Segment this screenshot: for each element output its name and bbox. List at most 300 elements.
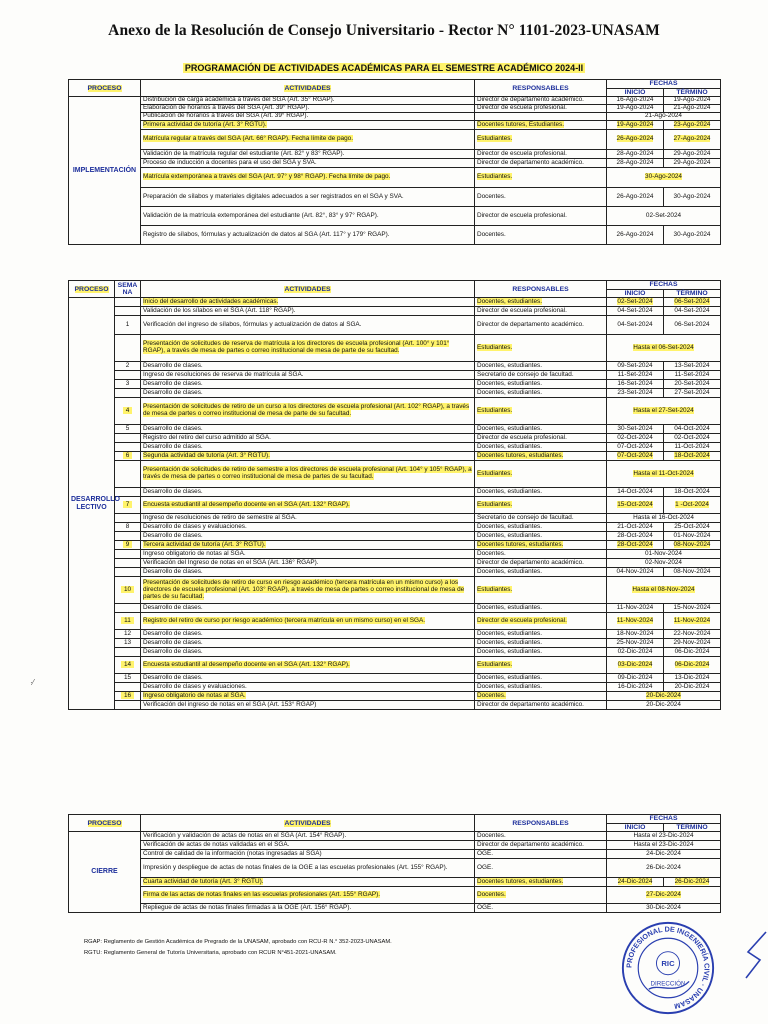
activity-cell: [141, 335, 475, 362]
activity-text: Desarrollo de clases.: [143, 638, 203, 646]
header-proceso: [69, 815, 141, 832]
header-proceso: [69, 80, 141, 97]
table-row: [69, 577, 721, 604]
activity-text: Registro del retiro del curso admitido al SGA.: [143, 433, 271, 441]
date-start: [607, 130, 664, 150]
activity-cell: [141, 461, 475, 488]
activity-cell: [141, 443, 475, 452]
semana-cell: [115, 443, 141, 452]
activity-text: Desarrollo de clases.: [143, 603, 203, 611]
date-end: [664, 878, 721, 887]
responsible-cell: [475, 568, 607, 577]
activity-text: Tercera actividad de tutoría (Art. 3° RGTU).: [143, 540, 266, 548]
desarrollo-proceso-cell: [69, 298, 120, 710]
activity-text: Desarrollo de clases.: [143, 379, 203, 387]
responsible-cell: [475, 523, 607, 532]
activity-text: Desarrollo de clases.: [143, 647, 203, 655]
semana-number: 3: [125, 379, 130, 387]
responsible-text: Docentes.: [477, 890, 506, 898]
date-end: [664, 541, 721, 550]
table-row: [69, 604, 721, 613]
table-row: [69, 159, 721, 168]
responsible-text: OGE.: [477, 863, 493, 871]
date-end: [664, 434, 721, 443]
date-start-value: 09-Set-2024: [617, 361, 653, 369]
desarrollo-proceso-label: DESARROLLO LECTIVO: [71, 495, 120, 511]
semana-cell: [115, 577, 141, 604]
date-range: [607, 113, 721, 121]
date-range: [607, 841, 721, 850]
responsible-text: Docentes, estudiantes.: [477, 603, 543, 611]
activity-text: Elaboración de horarios a través del SGA (Art. 39° RGAP).: [143, 104, 310, 112]
date-start: [607, 523, 664, 532]
responsible-text: OGE.: [477, 849, 493, 857]
responsible-cell: [475, 168, 607, 188]
table-row: [69, 648, 721, 657]
date-end: [664, 188, 721, 207]
activity-text: Desarrollo de clases y evaluaciones.: [143, 522, 247, 530]
responsible-text: Director de departamento académico.: [477, 700, 584, 708]
table-row: [69, 398, 721, 425]
table-row: [69, 559, 721, 568]
semana-number: 1: [125, 320, 130, 328]
table-row: [69, 461, 721, 488]
date-start-value: 02-Set-2024: [617, 297, 653, 305]
implementacion-proceso-label: IMPLEMENTACIÓN: [72, 166, 137, 174]
date-start: [607, 657, 664, 674]
table-row: [69, 639, 721, 648]
date-start-value: 04-Set-2024: [617, 306, 653, 314]
responsible-text: Docentes, estudiantes.: [477, 673, 543, 681]
date-start: [607, 188, 664, 207]
responsible-text: Docentes, estudiantes.: [477, 629, 543, 637]
responsible-text: Docentes.: [477, 691, 506, 699]
date-start: [607, 150, 664, 159]
date-single: Hasta el 06-Set-2024: [633, 343, 694, 351]
activity-cell: [141, 692, 475, 701]
activity-text: Desarrollo de clases.: [143, 388, 203, 396]
responsible-text: Director de escuela profesional.: [477, 104, 567, 112]
date-end-value: 15-Nov-2024: [673, 603, 711, 611]
date-end-value: 30-Ago-2024: [673, 230, 711, 238]
date-end: [664, 497, 721, 514]
semana-cell: [115, 648, 141, 657]
responsible-text: Docentes, estudiantes.: [477, 682, 543, 690]
date-start: [607, 316, 664, 335]
date-range: [607, 692, 721, 701]
date-end-value: 08-Nov-2024: [673, 567, 711, 575]
activity-cell: [141, 701, 475, 710]
responsible-text: Docentes, estudiantes.: [477, 647, 543, 655]
semana-number: 11: [121, 617, 134, 624]
activity-text: Encuesta estudiantil al desempeño docente en el SGA (Art. 132° RGAP).: [143, 500, 350, 508]
header-proceso-label: PROCESO: [87, 819, 122, 827]
table-row: [69, 887, 721, 904]
date-single: 27-Dic-2024: [646, 890, 681, 898]
table-row: [69, 425, 721, 434]
date-start: [607, 532, 664, 541]
table-row: [69, 443, 721, 452]
responsible-cell: [475, 425, 607, 434]
activity-cell: [141, 604, 475, 613]
semana-cell: [115, 657, 141, 674]
date-single: 30-Dic-2024: [646, 903, 681, 911]
date-start-value: 28-Ago-2024: [616, 158, 654, 166]
table-row: [69, 362, 721, 371]
table-row: [69, 692, 721, 701]
responsible-cell: [475, 488, 607, 497]
date-end-value: 22-Nov-2024: [673, 629, 711, 637]
responsible-cell: [475, 434, 607, 443]
date-start-value: 07-Oct-2024: [617, 451, 653, 459]
date-end-value: 30-Ago-2024: [673, 192, 711, 200]
date-start: [607, 683, 664, 692]
semana-cell: [115, 389, 141, 398]
date-start-value: 23-Set-2024: [617, 388, 653, 396]
date-start: [607, 362, 664, 371]
activity-cell: [141, 832, 475, 841]
responsible-text: Estudiantes.: [477, 173, 513, 181]
activity-text: Presentación de solicitudes de retiro de curso en riesgo académico (tercera matrícula en un mismo curso) a los directores de escuela profesional (Art. 103° RGAP), a través de mesa de partes o correo institucional de mesa de partes de su facultad.: [143, 578, 465, 600]
date-end-value: 29-Ago-2024: [673, 149, 711, 157]
responsible-text: Estudiantes.: [477, 406, 513, 414]
date-end-value: 29-Ago-2024: [673, 158, 711, 166]
header-proceso: [69, 281, 115, 298]
activity-text: Presentación de solicitudes de retiro de un curso a los directores de escuela profesional (Art. 102° RGAP), a través de mesa de partes o correo institucional de mesa de parte de su facultad.: [143, 403, 470, 418]
header-fechas: FECHAS: [607, 80, 721, 89]
responsible-text: Docentes tutores, estudiantes.: [477, 877, 564, 885]
date-start-value: 15-Oct-2024: [617, 500, 653, 508]
semana-cell: [115, 425, 141, 434]
date-start: [607, 497, 664, 514]
date-range: [607, 461, 721, 488]
activity-cell: [141, 514, 475, 523]
activity-cell: [141, 613, 475, 630]
date-single: 01-Nov-2024: [645, 549, 682, 557]
footnote-rgtu: RGTU: Reglamento General de Tutoría Universitaria, aprobado con RCUR N°451-2021-UNASAM.: [84, 950, 337, 956]
date-start-value: 16-Set-2024: [617, 379, 653, 387]
date-range: [607, 887, 721, 904]
responsible-text: Docentes tutores, estudiantes.: [477, 540, 564, 548]
date-end: [664, 452, 721, 461]
table-row: [69, 630, 721, 639]
date-end-value: 04-Set-2024: [674, 306, 710, 314]
seal-label: DIRECCIÓN: [650, 980, 686, 988]
semana-cell: [115, 380, 141, 389]
semana-cell: [115, 683, 141, 692]
activity-text: Verificación del Ingreso de notas en el SGA (Art. 136° RGAP).: [143, 558, 319, 566]
activity-cell: [141, 577, 475, 604]
date-start-value: 16-Dic-2024: [617, 682, 653, 690]
semana-number: 12: [123, 629, 132, 637]
date-end: [664, 159, 721, 168]
activity-text: Validación de los sílabos en el SGA (Art. 118° RGAP).: [143, 306, 296, 314]
responsible-cell: [475, 630, 607, 639]
activity-cell: [141, 648, 475, 657]
header-proceso-label: PROCESO: [74, 285, 109, 293]
header-actividades: [141, 815, 475, 832]
activity-text: Cuarta actividad de tutoría (Art. 3° RGTU).: [143, 877, 264, 885]
table-row: [69, 850, 721, 859]
date-start-value: 03-Dic-2024: [617, 660, 653, 668]
semana-cell: [115, 434, 141, 443]
date-end: [664, 150, 721, 159]
header-actividades-label: ACTIVIDADES: [284, 819, 331, 827]
date-end-value: 06-Dic-2024: [674, 660, 710, 668]
responsible-text: Docentes tutores, estudiantes.: [477, 451, 564, 459]
date-start-value: 26-Ago-2024: [616, 230, 654, 238]
date-end: [664, 568, 721, 577]
table-row: [69, 380, 721, 389]
header-termino: TÉRMINO: [664, 290, 721, 298]
date-start-value: 19-Ago-2024: [616, 104, 654, 112]
activity-cell: [141, 362, 475, 371]
date-end-value: 29-Nov-2024: [673, 638, 711, 646]
responsible-text: Director de departamento académico.: [477, 558, 584, 566]
activity-text: Desarrollo de clases.: [143, 487, 203, 495]
responsible-text: Estudiantes.: [477, 135, 513, 143]
header-termino: TÉRMINO: [664, 89, 721, 97]
date-start-value: 26-Ago-2024: [616, 192, 654, 200]
responsible-cell: [475, 335, 607, 362]
header-proceso-label: PROCESO: [87, 84, 122, 92]
activity-text: Ingreso de resoluciones de retiro de semestre al SGA.: [143, 513, 297, 521]
responsible-text: Estudiantes.: [477, 500, 513, 508]
footnote-rgap: RGAP: Reglamento de Gestión Académica de Pregrado de la UNASAM, aprobado con RCU-R N.° 352-2023-UNASAM.: [84, 939, 392, 945]
date-single: Hasta el 16-Oct-2024: [633, 513, 694, 521]
table-row: [69, 832, 721, 841]
date-end: [664, 389, 721, 398]
activity-cell: [141, 150, 475, 159]
semana-cell: [115, 541, 141, 550]
table-row: [69, 168, 721, 188]
table-row: [69, 859, 721, 878]
responsible-cell: [475, 532, 607, 541]
activity-cell: [141, 550, 475, 559]
date-single: 26-Dic-2024: [646, 863, 681, 871]
date-start-value: 24-Dic-2024: [617, 877, 653, 885]
activity-cell: [141, 904, 475, 913]
table-row: [69, 113, 721, 121]
semana-cell: [115, 452, 141, 461]
activity-cell: [141, 371, 475, 380]
responsible-text: Director de departamento académico.: [477, 840, 584, 848]
responsible-cell: [475, 559, 607, 568]
document-title: Anexo de la Resolución de Consejo Universitario - Rector N° 1101-2023-UNASAM: [108, 22, 660, 39]
date-start: [607, 488, 664, 497]
activity-text: Distribución de carga académica a través del SGA (Art. 35° RGAP).: [143, 96, 335, 104]
responsible-text: Docentes.: [477, 192, 506, 200]
activity-cell: [141, 488, 475, 497]
date-start: [607, 452, 664, 461]
activity-text: Desarrollo de clases.: [143, 531, 203, 539]
semana-number: 10: [121, 586, 134, 593]
responsible-text: Docentes, estudiantes.: [477, 487, 543, 495]
activity-text: Ingreso obligatorio de notas al SGA.: [143, 691, 246, 699]
header-responsables: RESPONSABLES: [475, 80, 607, 97]
semana-cell: [115, 523, 141, 532]
responsible-text: Docentes, estudiantes.: [477, 638, 543, 646]
activity-cell: [141, 683, 475, 692]
responsible-text: Secretario de consejo de facultad.: [477, 370, 574, 378]
header-responsables: RESPONSABLES: [475, 815, 607, 832]
responsible-text: Estudiantes.: [477, 660, 513, 668]
table-row: [69, 497, 721, 514]
header-semana: SEMA NA: [115, 281, 141, 298]
responsible-text: Docentes, estudiantes.: [477, 567, 543, 575]
activity-cell: [141, 657, 475, 674]
semana-number: 2: [125, 361, 130, 369]
semana-cell: [115, 298, 141, 307]
semana-cell: [115, 604, 141, 613]
responsible-text: OGE.: [477, 903, 493, 911]
header-actividades-label: ACTIVIDADES: [284, 84, 331, 92]
date-range: [607, 850, 721, 859]
activity-text: Control de calidad de la información (notas ingresadas al SGA): [143, 849, 322, 857]
date-end-value: 18-Oct-2024: [674, 487, 710, 495]
responsible-cell: [475, 692, 607, 701]
activity-cell: [141, 523, 475, 532]
date-start-value: 18-Nov-2024: [616, 629, 654, 637]
semana-cell: [115, 371, 141, 380]
date-start: [607, 371, 664, 380]
activity-cell: [141, 168, 475, 188]
date-start: [607, 159, 664, 168]
date-start: [607, 307, 664, 316]
date-end-value: 1 -Oct-2024: [675, 500, 709, 508]
responsible-cell: [475, 832, 607, 841]
responsible-cell: [475, 121, 607, 130]
semana-cell: [115, 307, 141, 316]
header-inicio: INICIO: [607, 290, 664, 298]
table-row: [69, 335, 721, 362]
date-end-value: 13-Set-2024: [674, 361, 710, 369]
semana-cell: [115, 398, 141, 425]
date-single: Hasta el 27-Set-2024: [633, 406, 694, 414]
date-end: [664, 613, 721, 630]
date-end-value: 19-Ago-2024: [673, 96, 711, 104]
activity-text: Registro del retiro de curso por riesgo académico (tercera matrícula en un mismo curso) en el SGA.: [143, 616, 426, 624]
date-start-value: 28-Oct-2024: [617, 540, 653, 548]
responsible-cell: [475, 648, 607, 657]
date-start: [607, 878, 664, 887]
date-start-value: 28-Ago-2024: [616, 149, 654, 157]
semana-number: 16: [121, 692, 134, 699]
date-end-value: 21-Ago-2024: [673, 104, 711, 112]
date-start: [607, 434, 664, 443]
header-actividades: [141, 281, 475, 298]
activity-text: Desarrollo de clases y evaluaciones.: [143, 682, 247, 690]
responsible-cell: [475, 461, 607, 488]
table-row: [69, 452, 721, 461]
responsible-cell: [475, 380, 607, 389]
date-start: [607, 613, 664, 630]
table-row: [69, 904, 721, 913]
responsible-text: Docentes.: [477, 831, 506, 839]
responsible-cell: [475, 613, 607, 630]
date-single: 30-Ago-2024: [645, 173, 682, 181]
semana-cell: [115, 674, 141, 683]
activity-text: Desarrollo de clases.: [143, 442, 203, 450]
semana-cell: [115, 461, 141, 488]
date-start-value: 19-Ago-2024: [616, 120, 654, 128]
date-start: [607, 425, 664, 434]
date-single: 24-Dic-2024: [646, 849, 681, 857]
table-row: [69, 532, 721, 541]
responsible-cell: [475, 497, 607, 514]
date-start: [607, 541, 664, 550]
date-end-value: 08-Nov-2024: [673, 540, 711, 548]
cierre-proceso-cell: [69, 832, 141, 913]
activity-cell: [141, 130, 475, 150]
responsible-text: Director de escuela profesional.: [477, 306, 567, 314]
date-end: [664, 443, 721, 452]
responsible-text: Director de departamento académico.: [477, 158, 584, 166]
activity-cell: [141, 316, 475, 335]
date-start: [607, 630, 664, 639]
date-end: [664, 683, 721, 692]
activity-text: Verificación del ingreso de notas en el SGA (Art. 153° RGAP): [143, 700, 317, 708]
activity-cell: [141, 674, 475, 683]
activity-cell: [141, 568, 475, 577]
table-row: [69, 841, 721, 850]
date-end-value: 06-Set-2024: [674, 320, 710, 328]
table-row: [69, 550, 721, 559]
activity-text: Repliegue de actas de notas finales firmadas a la OGE (Art. 156° RGAP).: [143, 903, 352, 911]
date-start-value: 02-Oct-2024: [617, 433, 653, 441]
responsible-cell: [475, 841, 607, 850]
responsible-cell: [475, 859, 607, 878]
date-start-value: 28-Oct-2024: [617, 531, 653, 539]
date-range: [607, 398, 721, 425]
date-range: [607, 701, 721, 710]
table-row: [69, 657, 721, 674]
responsible-cell: [475, 398, 607, 425]
activity-text: Matrícula extemporánea a través del SGA (Art. 97° y 98° RGAP). Fecha límite de pago.: [143, 173, 391, 181]
table-row: [69, 207, 721, 226]
date-single: 20-Dic-2024: [646, 691, 681, 699]
responsible-text: Docentes, estudiantes.: [477, 424, 543, 432]
activity-cell: [141, 298, 475, 307]
activity-text: Verificación del ingreso de sílabos, fórmulas y actualización de datos al SGA.: [143, 320, 362, 328]
activity-text: Segunda actividad de tutoría (Art. 3° RGTU).: [143, 451, 270, 459]
responsible-text: Director de escuela profesional.: [477, 149, 567, 157]
header-inicio: INICIO: [607, 824, 664, 832]
activity-text: Desarrollo de clases.: [143, 424, 203, 432]
activity-cell: [141, 887, 475, 904]
header-inicio: INICIO: [607, 89, 664, 97]
responsible-cell: [475, 683, 607, 692]
table-row: [69, 298, 721, 307]
date-end: [664, 316, 721, 335]
date-start-value: 07-Oct-2024: [617, 442, 653, 450]
date-single: Hasta el 11-Oct-2024: [633, 469, 694, 477]
activity-cell: [141, 878, 475, 887]
table-row: [69, 541, 721, 550]
responsible-cell: [475, 550, 607, 559]
date-range: [607, 904, 721, 913]
date-range: [607, 335, 721, 362]
responsible-text: Director de departamento académico.: [477, 96, 584, 104]
table-row: [69, 568, 721, 577]
date-end: [664, 425, 721, 434]
semana-cell: [115, 559, 141, 568]
activity-text: Proceso de inducción a docentes para el uso del SGA y SVA.: [143, 158, 317, 166]
date-end: [664, 604, 721, 613]
responsible-cell: [475, 514, 607, 523]
semana-number: 5: [125, 424, 130, 432]
date-single: 02-Set-2024: [645, 211, 682, 219]
